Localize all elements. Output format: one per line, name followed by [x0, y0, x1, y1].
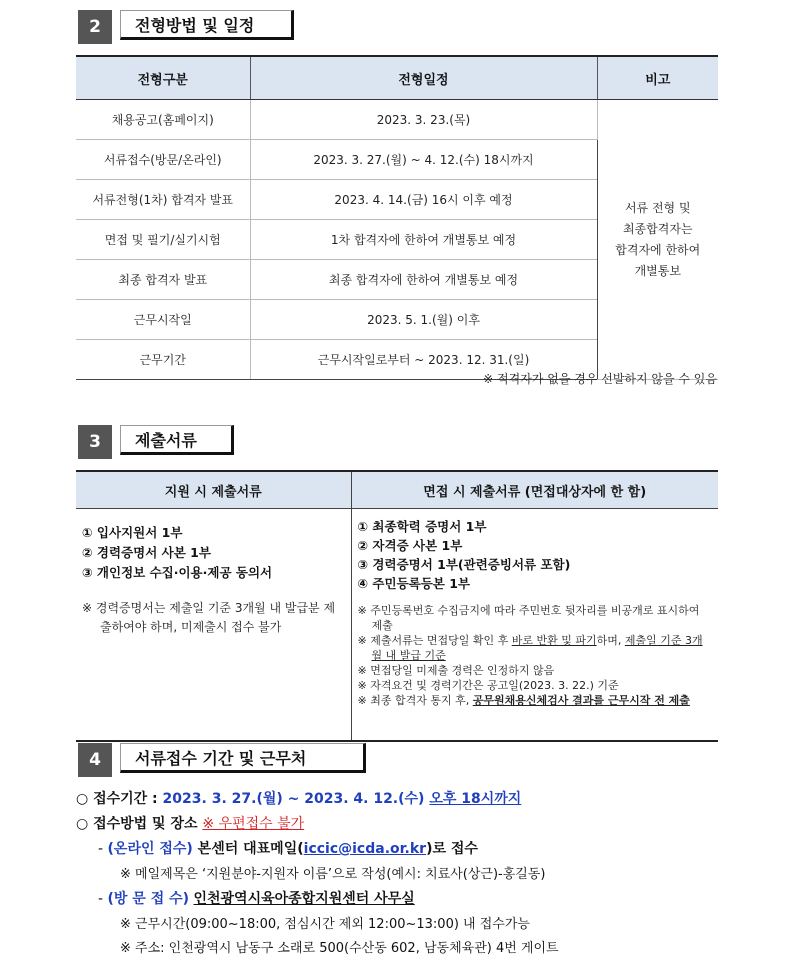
schedule-footnote: ※ 적격자가 없을 경우 선발하지 않을 수 있음 — [483, 372, 717, 386]
section-2-number: 2 — [78, 10, 112, 44]
reception-period — [76, 788, 521, 808]
row-date: 근무시작일로부터 ~ 2023. 12. 31.(일) — [250, 340, 597, 380]
list-item: ③ 개인정보 수집·이용·제공 동의서 — [82, 565, 273, 580]
period-label: ○ 접수기간 : — [76, 791, 163, 807]
note-text: 하며, — [596, 634, 625, 647]
apply-docs-cell — [76, 509, 351, 742]
section-3-number: 3 — [78, 425, 112, 459]
note-underline: 제출일 기준 3개월 내 발급 기준 — [371, 634, 703, 662]
reception-method — [76, 813, 304, 833]
apply-docs-note: ※ 경력증명서는 제출일 기준 3개월 내 발급분 제출하여야 하며, 미제출시 접수 불가 — [82, 601, 336, 634]
interview-notes — [358, 603, 713, 708]
visit-label: (방 문 접 수) — [107, 891, 190, 907]
header-category: 전형구분 — [76, 56, 250, 100]
list-item: ② 자격증 사본 1부 — [357, 538, 463, 553]
online-reception — [98, 838, 478, 858]
row-date: 1차 합격자에 한하여 개별통보 예정 — [250, 220, 597, 260]
row-category: 근무시작일 — [76, 300, 250, 340]
note-underline: 바로 반환 및 파기 — [511, 634, 597, 647]
note-text: ※ 최종 합격자 통지 후, — [357, 694, 473, 707]
section-2-title: 전형방법 및 일정 — [120, 10, 294, 40]
row-date: 2023. 3. 23.(목) — [250, 100, 597, 140]
remarks-line: 합격자에 한하여 — [615, 242, 701, 257]
section-4-number: 4 — [78, 743, 112, 777]
remarks-line: 개별통보 — [634, 263, 681, 278]
header-remarks: 비고 — [597, 56, 718, 100]
row-category: 최종 합격자 발표 — [76, 260, 250, 300]
visit-reception — [98, 888, 415, 908]
online-note: ※ 메일제목은 ‘지원분야-지원자 이름’으로 작성(예시: 치료사(상근)-홍길동) — [120, 867, 546, 882]
documents-body-row — [76, 509, 718, 742]
list-item: ④ 주민등록등본 1부 — [357, 576, 471, 591]
dash: - — [98, 841, 108, 857]
table-row — [76, 100, 718, 140]
list-item: ③ 경력증명서 1부(관련증빙서류 포함) — [357, 557, 571, 572]
address-note: ※ 주소: 인천광역시 남동구 소래로 500(수산동 602, 남동체육관) 4번 게이트 — [120, 941, 559, 956]
section-4-title: 서류접수 기간 및 근무처 — [120, 743, 366, 773]
visit-place: 인천광역시육아종합지원센터 사무실 — [193, 891, 415, 907]
note-item: ※ 면접당일 미제출 경력은 인정하지 않음 — [357, 664, 555, 677]
online-text: )로 접수 — [426, 841, 478, 857]
online-text: 본센터 대표메일( — [192, 841, 304, 857]
remarks-line: 서류 전형 및 — [624, 200, 691, 215]
row-date: 2023. 4. 14.(금) 16시 이후 예정 — [250, 180, 597, 220]
hours-note: ※ 근무시간(09:00~18:00, 점심시간 제외 12:00~13:00) 내 접수가능 — [120, 917, 530, 932]
note-underline: 공무원채용신체검사 결과를 근무시작 전 제출 — [472, 694, 690, 707]
row-date: 최종 합격자에 한하여 개별통보 예정 — [250, 260, 597, 300]
email-link[interactable]: iccic@icda.or.kr — [303, 841, 427, 857]
note-item: ※ 자격요건 및 경력기간은 공고일(2023. 3. 22.) 기준 — [357, 679, 619, 692]
interview-docs-list — [358, 517, 713, 593]
period-time: 오후 18시까지 — [429, 791, 522, 807]
list-item: ② 경력증명서 사본 1부 — [82, 545, 211, 560]
list-item: ① 입사지원서 1부 — [82, 525, 183, 540]
row-date: 2023. 5. 1.(월) 이후 — [250, 300, 597, 340]
row-category: 서류전형(1차) 합격자 발표 — [76, 180, 250, 220]
list-item: ① 최종학력 증명서 1부 — [357, 519, 487, 534]
row-category: 채용공고(홈페이지) — [76, 100, 250, 140]
header-schedule: 전형일정 — [250, 56, 597, 100]
section-3-title: 제출서류 — [120, 425, 234, 455]
documents-header-row — [76, 471, 718, 509]
remarks-line: 최종합격자는 — [622, 221, 693, 236]
row-category: 근무기간 — [76, 340, 250, 380]
apply-docs-list — [82, 523, 345, 583]
online-label: (온라인 접수) — [107, 841, 193, 857]
note-item — [358, 633, 713, 663]
schedule-header-row — [76, 56, 718, 100]
method-warning: ※ 우편접수 불가 — [202, 816, 305, 832]
interview-docs-cell — [351, 509, 718, 742]
documents-table — [76, 470, 718, 742]
row-date: 2023. 3. 27.(월) ~ 4. 12.(수) 18시까지 — [250, 140, 597, 180]
method-label: ○ 접수방법 및 장소 — [76, 816, 203, 832]
note-item — [358, 693, 713, 708]
row-category: 서류접수(방문/온라인) — [76, 140, 250, 180]
dash: - — [98, 891, 108, 907]
remarks-cell — [597, 100, 718, 380]
note-text: ※ 제출서류는 면접당일 확인 후 — [357, 634, 512, 647]
period-value: 2023. 3. 27.(월) ~ 2023. 4. 12.(수) — [162, 791, 430, 807]
schedule-table — [76, 55, 718, 380]
header-apply-docs: 지원 시 제출서류 — [76, 471, 351, 509]
row-category: 면접 및 필기/실기시험 — [76, 220, 250, 260]
note-item: ※ 주민등록번호 수집금지에 따라 주민번호 뒷자리를 비공개로 표시하여 제출 — [357, 604, 700, 632]
header-interview-docs: 면접 시 제출서류 (면접대상자에 한 함) — [351, 471, 718, 509]
